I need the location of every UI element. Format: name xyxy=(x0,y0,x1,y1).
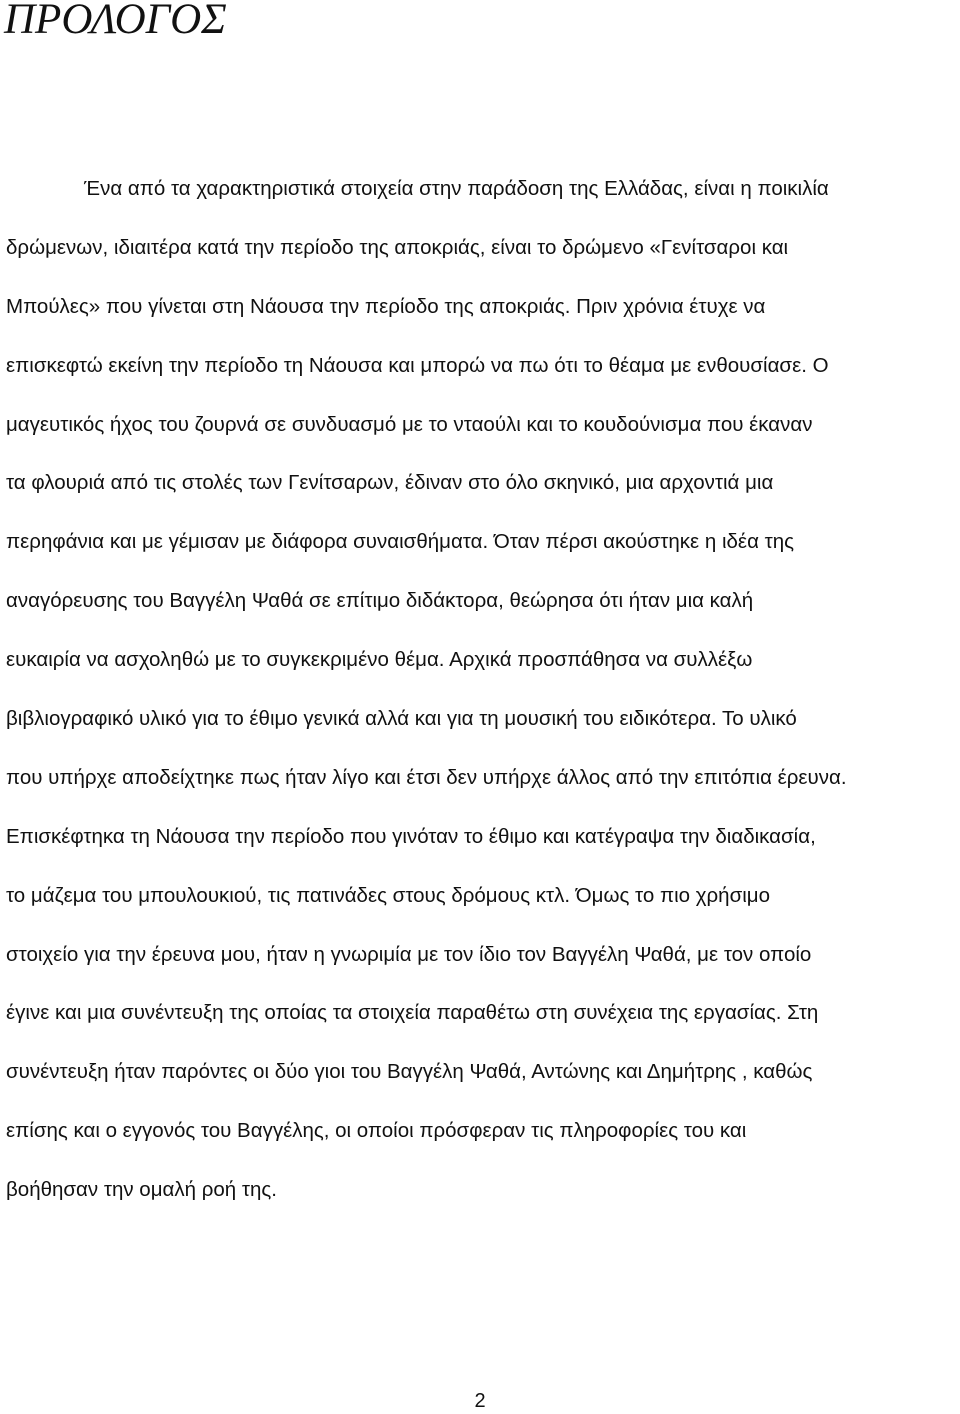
paragraph-line: έγινε και μια συνέντευξη της οποίας τα στοιχεία παραθέτω στη συνέχεια της εργασίας. Στη xyxy=(6,1001,819,1025)
paragraph-line: Μπούλες» που γίνεται στη Νάουσα την περίοδο της αποκριάς. Πριν χρόνια έτυχε να xyxy=(6,294,766,318)
page-title: ΠΡΟΛΟΓΟΣ xyxy=(4,0,227,43)
paragraph-line: στοιχείο για την έρευνα μου, ήταν η γνωριμία με τον ίδιο τον Βαγγέλη Ψαθά, με τον οποίο xyxy=(6,942,812,966)
paragraph-line: Ένα από τα χαρακτηριστικά στοιχεία στην παράδοση της Ελλάδας, είναι η ποικιλία xyxy=(84,177,829,200)
paragraph-line: περηφάνια και με γέμισαν με διάφορα συναισθήματα. Όταν πέρσι ακούστηκε η ιδέα της xyxy=(6,530,794,554)
paragraph-line: Επισκέφτηκα τη Νάουσα την περίοδο που γινόταν το έθιμο και κατέγραψα την διαδικασία, xyxy=(6,824,816,848)
paragraph-line: βοήθησαν την ομαλή ροή της. xyxy=(6,1178,277,1202)
paragraph-line: αναγόρευσης του Βαγγέλη Ψαθά σε επίτιμο διδάκτορα, θεώρησα ότι ήταν μια καλή xyxy=(6,589,754,613)
paragraph-line: επισκεφτώ εκείνη την περίοδο τη Νάουσα και μπορώ να πω ότι το θέαμα με ενθουσίασε. Ο xyxy=(6,353,829,377)
page-number: 2 xyxy=(474,1390,486,1412)
paragraph-line: το μάζεμα του μπουλουκιού, τις πατινάδες στους δρόμους κτλ. Όμως το πιο χρήσιμο xyxy=(6,883,770,907)
paragraph-line: δρώμενων, ιδιαιτέρα κατά την περίοδο της αποκριάς, είναι το δρώμενο «Γενίτσαροι και xyxy=(6,235,789,259)
prologue-paragraph xyxy=(6,169,958,1229)
paragraph-line: που υπήρχε αποδείχτηκε πως ήταν λίγο και έτσι δεν υπήρχε άλλος από την επιτόπια έρευνα. xyxy=(6,765,847,789)
paragraph-line: συνέντευξη ήταν παρόντες οι δύο γιοι του Βαγγέλη Ψαθά, Αντώνης και Δημήτρης , καθώς xyxy=(6,1060,813,1084)
paragraph-line: επίσης και ο εγγονός του Βαγγέλης, οι οποίοι πρόσφεραν τις πληροφορίες του και xyxy=(6,1119,747,1143)
paragraph-line: μαγευτικός ήχος του ζουρνά σε συνδυασμό με το νταούλι και το κουδούνισμα που έκαναν xyxy=(6,412,813,436)
paragraph-line: ευκαιρία να ασχοληθώ με το συγκεκριμένο θέμα. Αρχικά προσπάθησα να συλλέξω xyxy=(6,648,753,672)
paragraph-line: βιβλιογραφικό υλικό για το έθιμο γενικά αλλά και για τη μουσική του ειδικότερα. Το υλικό xyxy=(6,707,797,731)
paragraph-line: τα φλουριά από τις στολές των Γενίτσαρων, έδιναν στο όλο σκηνικό, μια αρχοντιά μια xyxy=(6,471,774,495)
